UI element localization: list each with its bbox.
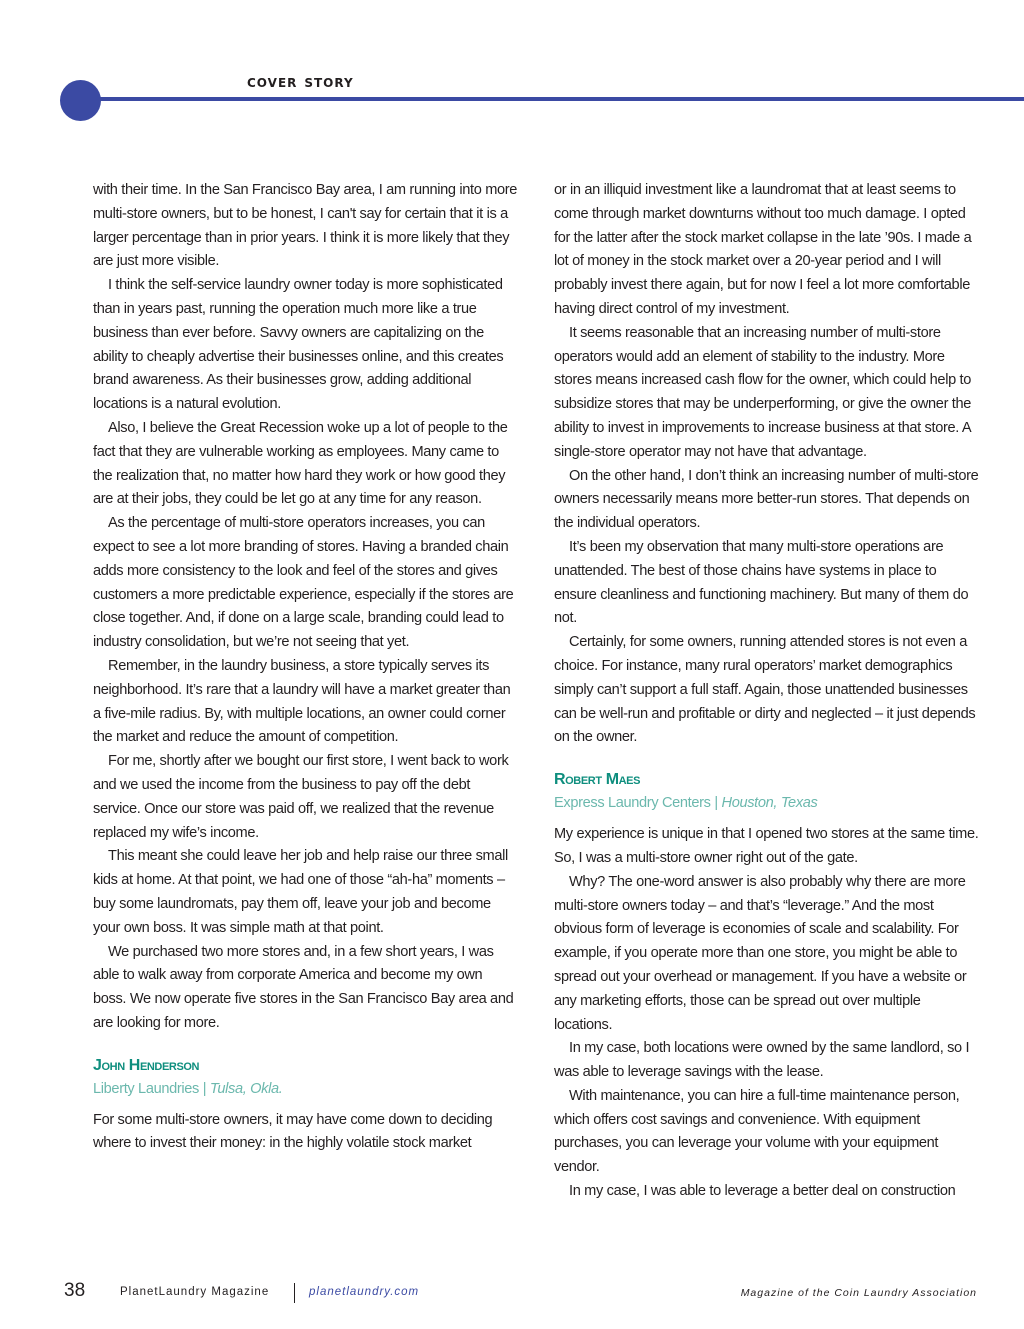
page-number: 38 [64, 1280, 86, 1301]
footer-magazine-name: PlanetLaundry Magazine [120, 1286, 270, 1298]
paragraph: I think the self-service laundry owner today is more sophisticated than in years past, running the operation much more like a true business than ever before. Savvy owners are capitalizing on the ability to cheaply advertise their businesses online, and this creates brand awareness. As their businesses grow, adding additional locations is a natural evolution. [93, 277, 504, 413]
profile-name: John Henderson [93, 1056, 200, 1074]
profile-company-line [554, 791, 980, 815]
footer-divider [294, 1283, 295, 1303]
profile-header-robert-maes [554, 769, 980, 815]
paragraph: Remember, in the laundry business, a store typically serves its neighborhood. It’s rare that a laundry will have a market greater than a five-mile radius. By, with multiple locations, an owner could corner the market and reduce the amount of competition. [93, 657, 511, 746]
footer-url-link[interactable]: planetlaundry.com [309, 1286, 420, 1298]
profile-separator: | [202, 1080, 207, 1097]
paragraph: This meant she could leave her job and help raise our three small kids at home. At that point, we had one of those “ah-ha” moments – buy some laundromats, pay them off, leave your job and become your own boss. It was simple math at that point. [93, 848, 508, 936]
paragraph: In my case, I was able to leverage a better deal on construction [569, 1183, 956, 1200]
paragraph: On the other hand, I don’t think an increasing number of multi-store owners necessarily means more better-run stores. That depends on the individual operators. [554, 467, 979, 532]
paragraph: It’s been my observation that many multi-store operations are unattended. The best of those chains have systems in place to ensure cleanliness and functioning machinery. But many of them do not. [554, 538, 969, 627]
footer-association: Magazine of the Coin Laundry Association [740, 1287, 977, 1299]
profile-name: Robert Maes [554, 771, 641, 789]
paragraph: Why? The one-word answer is also probably why there are more multi-store owners today – and that’s “leverage.” And the most obvious form of leverage is economies of scale and scalability. For example, if you operate more than one store, you might be able to spread out your overhead or management. If you have a website or any marketing efforts, those can be spread out over multiple locations. [554, 873, 967, 1033]
paragraph: As the percentage of multi-store operators increases, you can expect to see a lot more branding of stores. Having a branded chain adds more consistency to the look and feel of the stores and gives customers a more predictable experience, especially if the stores are close together. And, if done on a large scale, branding could lead to industry consolidation, but we’re not seeing that yet. [93, 515, 514, 651]
paragraph: My experience is unique in that I opened two stores at the same time. So, I was a multi-store owner right out of the gate. [554, 826, 979, 866]
section-label: cover story [247, 72, 354, 92]
paragraph: with their time. In the San Francisco Bay area, I am running into more multi-store owners, but to be honest, I can't say for certain that it is a larger percentage than in prior years. I think it is more likely that they are just more visible. [93, 182, 518, 270]
paragraph: Certainly, for some owners, running attended stores is not even a choice. For instance, many rural operators’ market demographics simply can’t support a full staff. Again, those unattended businesses can be well-run and profitable or dirty and neglected – it just depends on the owner. [554, 634, 976, 746]
paragraph: or in an illiquid investment like a laundromat that at least seems to come through market downturns without too much damage. I opted for the latter after the stock market collapse in the late ’90s. I made a lot of money in the stock market over a 20-year period and I will probably invest there again, but for now I feel a lot more comfortable having direct control of my investment. [554, 182, 972, 317]
profile-location: Houston, Texas [721, 795, 818, 812]
profile-header-john-henderson [93, 1055, 519, 1101]
article-column-right [554, 179, 980, 1204]
paragraph: We purchased two more stores and, in a few short years, I was able to walk away from corporate America and become my own boss. We now operate five stores in the San Francisco Bay area and are looking for more. [93, 943, 514, 1031]
header-rule [94, 97, 1024, 101]
paragraph: Also, I believe the Great Recession woke up a lot of people to the fact that they are vulnerable working as employees. Many came to the realization that, no matter how hard they work or how good they are at their jobs, they could be let go at any time for any reason. [93, 419, 508, 508]
paragraph: With maintenance, you can hire a full-time maintenance person, which offers cost savings and convenience. With equipment purchases, you can leverage your volume with your equipment vendor. [554, 1087, 960, 1176]
paragraph: For some multi-store owners, it may have come down to deciding where to invest their money: in the highly volatile stock market [93, 1111, 493, 1152]
profile-company: Liberty Laundries [93, 1080, 200, 1097]
profile-company-line [93, 1077, 519, 1101]
profile-separator: | [714, 795, 718, 812]
article-column-left [93, 179, 519, 1156]
paragraph: In my case, both locations were owned by the same landlord, so I was able to leverage savings with the lease. [554, 1040, 970, 1081]
profile-location: Tulsa, Okla. [209, 1080, 283, 1097]
paragraph: For me, shortly after we bought our first store, I went back to work and we used the income from the business to pay off the debt service. Once our store was paid off, we realized that the revenue replaced my wife’s income. [93, 753, 509, 841]
paragraph: It seems reasonable that an increasing number of multi-store operators would add an element of stability to the industry. More stores means increased cash flow for the owner, which could help to subsidize stores that may be underperforming, or give the owner the ability to invest in improvements to increase business at that store. A single-store operator may not have that advantage. [554, 324, 972, 460]
profile-company: Express Laundry Centers [554, 795, 711, 812]
